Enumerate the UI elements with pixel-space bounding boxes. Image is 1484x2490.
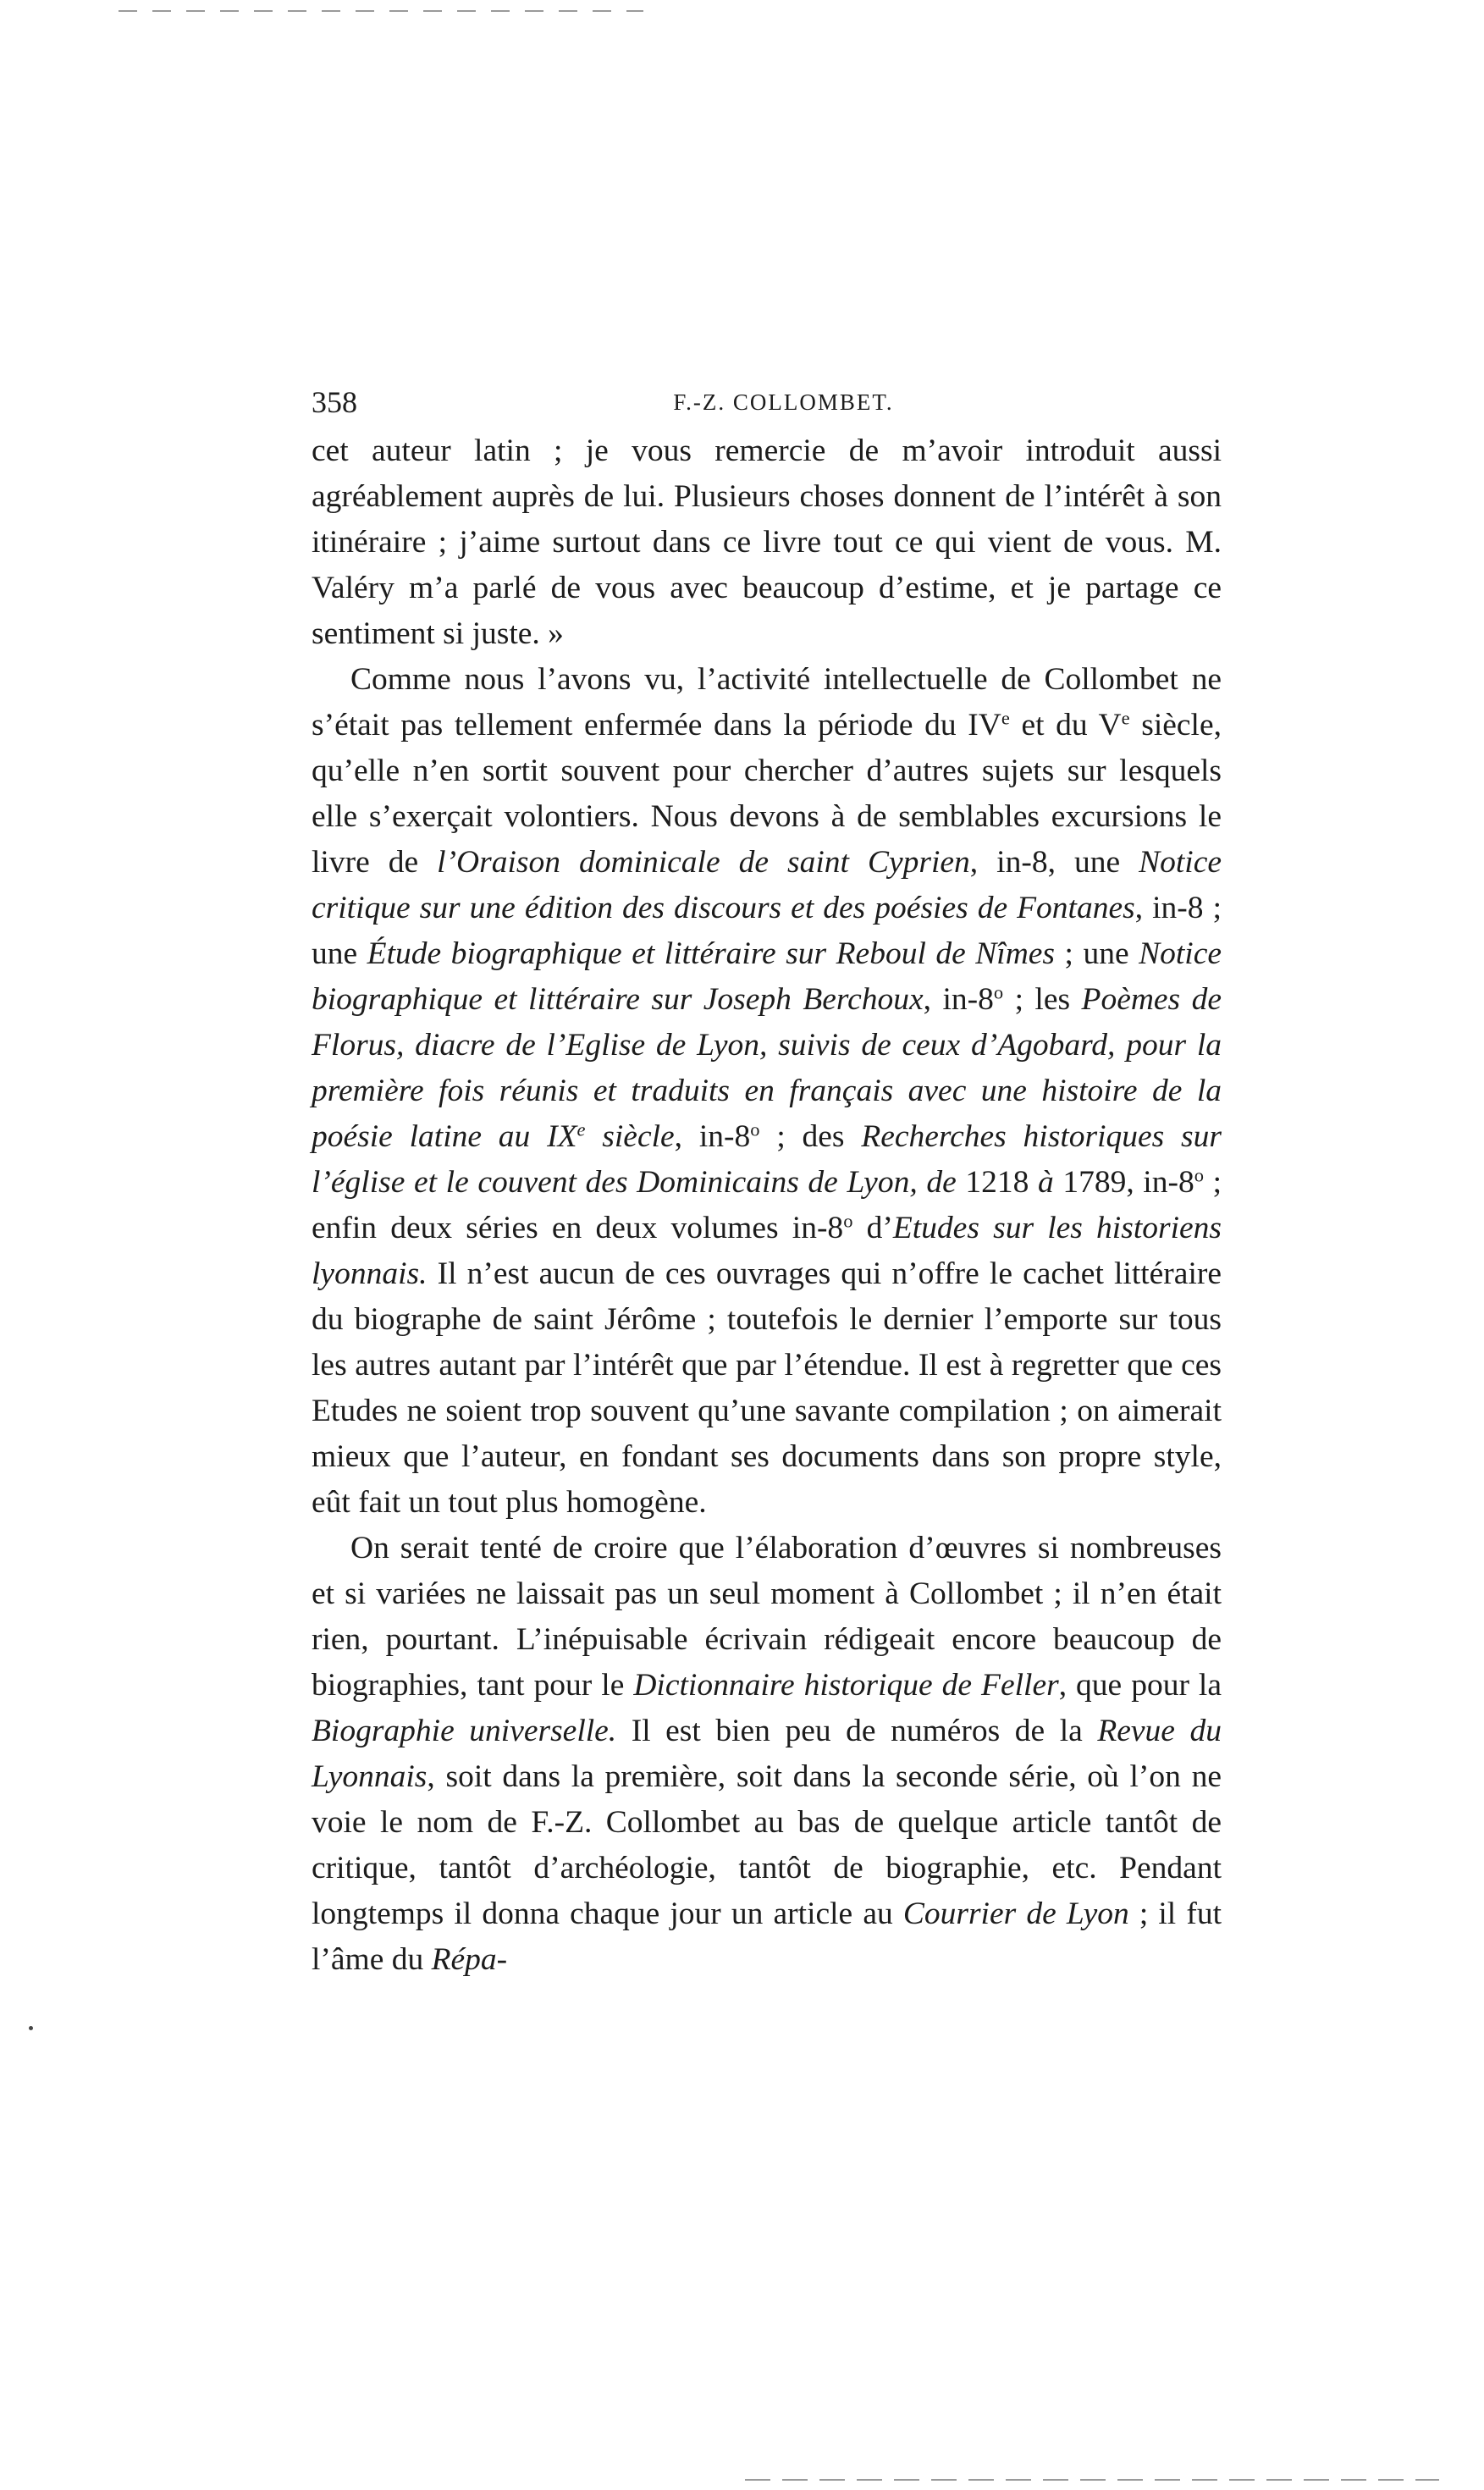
paragraph-2 [312,657,1222,1526]
text-run: , que pour la [1058,1668,1222,1703]
text-run: ; une [1055,936,1139,971]
title-dictionnaire-feller: Dictionnaire historique de Feller [633,1668,1059,1703]
text-run: 1789, in-8 [1053,1165,1194,1200]
superscript: o [1194,1164,1204,1186]
text-run: ; il fut l’âme du [312,1896,1222,1977]
margin-speck [29,2026,33,2030]
scan-edge-mark-bottom [745,2479,1439,2481]
text-run: , in-8 [923,982,994,1017]
text-run: ; des [759,1119,862,1154]
title-poemes-florus: Poèmes de Florus, diacre de l’Eglise de Lyon, suivis de ceux d’Agobard, pour la première fois réunis et traduits en français avec une histoire de la poésie latine au IX [312,982,1222,1154]
text-run-italic: à [1037,1165,1054,1200]
superscript: e [576,1118,586,1140]
text-run: , in-8, une [969,845,1139,880]
title-recherches-dominicains: Recherches historiques sur l’église et le couvent des Dominicains de Lyon, de [312,1119,1222,1200]
text-run: siècle, qu’elle n’en sortit souvent pour chercher d’autres sujets sur lesquels elle s’exerçait volontiers. Nous devons à de semblables excursions le livre de [312,708,1222,880]
title-oraison-dominicale: l’Oraison dominicale de saint Cyprien [437,845,970,880]
text-run: On serait tenté de croire que l’élaboration d’œuvres si nombreuses et si variées ne laissait pas un seul moment à Collombet ; il n’en était rien, pourtant. L’inépuisable écrivain rédigeait encore beaucoup de biographies, tant pour le [312,1531,1222,1703]
superscript: e [1121,707,1130,729]
text-run: d’ [852,1211,893,1245]
running-head: F.-Z. COLLOMBET. [673,389,894,415]
superscript: e [1001,707,1010,729]
title-revue-lyonnais: Revue du Lyonnais [312,1714,1222,1794]
paragraph-1-text: cet auteur latin ; je vous remercie de m’avoir introduit aussi agréablement auprès de lui. Plusieurs choses donnent de l’intérêt à son itinéraire ; j’aime surtout dans ce livre tout ce qui vient de vous. M. Valéry m’a parlé de vous avec beaucoup d’estime, et je partage ce sentiment si juste. » [312,433,1222,651]
title-poemes-florus-end: siècle [585,1119,675,1154]
text-run: Il est bien peu de numéros de la [616,1714,1098,1748]
text-run: ; enfin deux séries en deux volumes in-8 [312,1165,1222,1245]
main-text [312,428,1222,1983]
title-notice-berchoux: Notice biographique et littéraire sur Joseph Berchoux [312,936,1222,1017]
title-courrier-lyon: Courrier de Lyon [902,1896,1129,1931]
text-run: ; les [1003,982,1082,1017]
superscript: o [750,1118,760,1140]
title-notice-fontanes: Notice critique sur une édition des discours et des poésies de Fontanes [312,845,1222,925]
text-run: , soit dans la première, soit dans la seconde série, où l’on ne voie le nom de F.-Z. Collombet au bas de quelque article tantôt de critique, tantôt d’archéologie, tantôt de biographie, etc. Pendant longtemps il donna chaque jour un article au [312,1759,1222,1931]
text-run: 1218 [956,1165,1038,1200]
page-number: 358 [312,385,357,419]
text-run: Il n’est aucun de ces ouvrages qui n’offre le cachet littéraire du biographe de saint Jérôme ; toutefois le dernier l’emporte sur tous les autres autant par l’intérêt que par l’étendue. Il est à regretter que ces Etudes ne soient trop souvent qu’une savante compilation ; on aimerait mieux que l’auteur, en fondant ses documents dans son propre style, eût fait un tout plus homogène. [312,1256,1222,1520]
title-biographie-universelle: Biographie universelle. [312,1714,617,1748]
text-run: , in-8 [674,1119,751,1154]
superscript: o [843,1210,853,1232]
title-repa-fragment: Répa- [431,1942,508,1977]
scan-edge-mark-top [119,10,643,12]
title-etude-reboul: Étude biographique et littéraire sur Reboul de Nîmes [367,936,1056,971]
paragraph-3 [312,1526,1222,1983]
paragraph-1 [312,428,1222,657]
title-etudes-historiens: Etudes sur les historiens lyonnais. [312,1211,1222,1291]
page-header [312,377,1222,428]
text-run: et du V [1009,708,1122,743]
text-run: , in-8 ; une [312,891,1222,971]
text-run: Comme nous l’avons vu, l’activité intellectuelle de Collombet ne s’était pas tellement enfermée dans la période du IV [312,662,1222,743]
superscript: o [993,981,1004,1003]
